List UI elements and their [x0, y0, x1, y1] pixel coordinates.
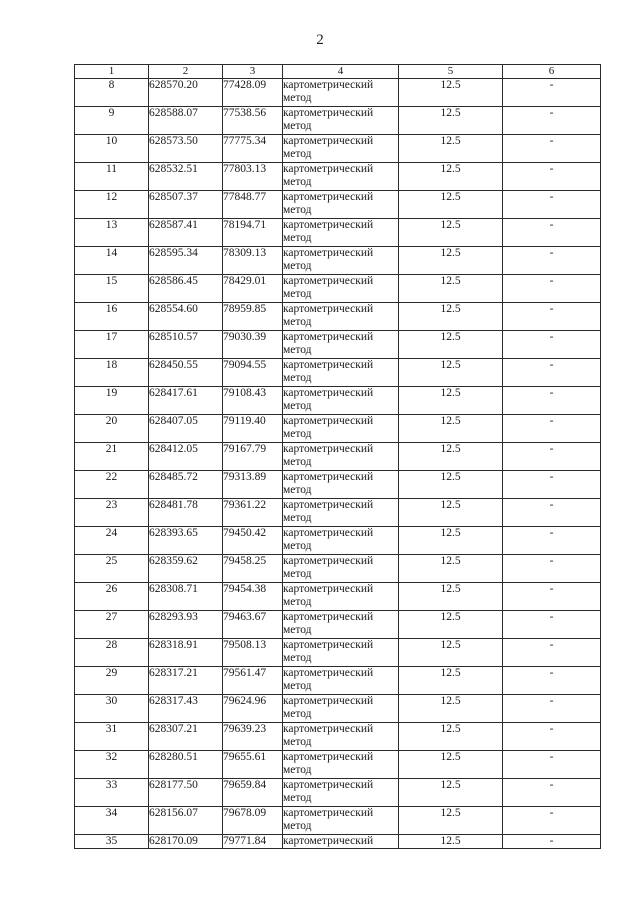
note-cell: -: [503, 163, 601, 191]
x-coordinate-cell: 628317.21: [149, 667, 223, 695]
y-coordinate-cell: 79119.40: [223, 415, 283, 443]
note-cell: -: [503, 275, 601, 303]
method-cell: картометрический метод: [283, 723, 399, 751]
method-cell: картометрический метод: [283, 387, 399, 415]
point-number-cell: 31: [75, 723, 149, 751]
header-cell: 2: [149, 65, 223, 79]
method-cell: картометрический метод: [283, 219, 399, 247]
x-coordinate-cell: 628573.50: [149, 135, 223, 163]
x-coordinate-cell: 628532.51: [149, 163, 223, 191]
method-cell: картометрический метод: [283, 527, 399, 555]
x-coordinate-cell: 628407.05: [149, 415, 223, 443]
method-cell: картометрический метод: [283, 499, 399, 527]
y-coordinate-cell: 79458.25: [223, 555, 283, 583]
table-row: [75, 639, 601, 667]
note-cell: -: [503, 779, 601, 807]
note-cell: -: [503, 331, 601, 359]
y-coordinate-cell: 79454.38: [223, 583, 283, 611]
note-cell: -: [503, 499, 601, 527]
point-number-cell: 32: [75, 751, 149, 779]
note-cell: -: [503, 611, 601, 639]
method-cell: картометрический метод: [283, 555, 399, 583]
point-number-cell: 27: [75, 611, 149, 639]
table-body: [75, 79, 601, 849]
point-number-cell: 14: [75, 247, 149, 275]
x-coordinate-cell: 628485.72: [149, 471, 223, 499]
x-coordinate-cell: 628417.61: [149, 387, 223, 415]
x-coordinate-cell: 628307.21: [149, 723, 223, 751]
x-coordinate-cell: 628586.45: [149, 275, 223, 303]
method-cell: картометрический метод: [283, 359, 399, 387]
method-cell: картометрический метод: [283, 807, 399, 835]
note-cell: -: [503, 723, 601, 751]
method-cell: картометрический метод: [283, 639, 399, 667]
table-row: [75, 527, 601, 555]
y-coordinate-cell: 78194.71: [223, 219, 283, 247]
y-coordinate-cell: 79463.67: [223, 611, 283, 639]
point-number-cell: 8: [75, 79, 149, 107]
note-cell: -: [503, 443, 601, 471]
table-row: [75, 415, 601, 443]
accuracy-cell: 12.5: [399, 779, 503, 807]
method-cell: картометрический метод: [283, 275, 399, 303]
y-coordinate-cell: 77428.09: [223, 79, 283, 107]
x-coordinate-cell: 628510.57: [149, 331, 223, 359]
method-cell: картометрический метод: [283, 751, 399, 779]
point-number-cell: 24: [75, 527, 149, 555]
y-coordinate-cell: 79450.42: [223, 527, 283, 555]
y-coordinate-cell: 79561.47: [223, 667, 283, 695]
table-row: [75, 219, 601, 247]
note-cell: -: [503, 79, 601, 107]
point-number-cell: 34: [75, 807, 149, 835]
note-cell: -: [503, 667, 601, 695]
header-cell: 3: [223, 65, 283, 79]
table-row: [75, 135, 601, 163]
x-coordinate-cell: 628554.60: [149, 303, 223, 331]
method-cell: картометрический метод: [283, 695, 399, 723]
note-cell: -: [503, 387, 601, 415]
method-cell: картометрический: [283, 835, 399, 849]
point-number-cell: 26: [75, 583, 149, 611]
accuracy-cell: 12.5: [399, 275, 503, 303]
point-number-cell: 9: [75, 107, 149, 135]
point-number-cell: 28: [75, 639, 149, 667]
point-number-cell: 15: [75, 275, 149, 303]
note-cell: -: [503, 191, 601, 219]
accuracy-cell: 12.5: [399, 639, 503, 667]
table-row: [75, 191, 601, 219]
note-cell: -: [503, 695, 601, 723]
y-coordinate-cell: 79771.84: [223, 835, 283, 849]
y-coordinate-cell: 79624.96: [223, 695, 283, 723]
table-row: [75, 779, 601, 807]
point-number-cell: 29: [75, 667, 149, 695]
coordinates-table: [74, 64, 601, 849]
table-row: [75, 471, 601, 499]
table-row: [75, 79, 601, 107]
method-cell: картометрический метод: [283, 443, 399, 471]
method-cell: картометрический метод: [283, 583, 399, 611]
x-coordinate-cell: 628156.07: [149, 807, 223, 835]
header-cell: 1: [75, 65, 149, 79]
x-coordinate-cell: 628359.62: [149, 555, 223, 583]
x-coordinate-cell: 628293.93: [149, 611, 223, 639]
table-row: [75, 667, 601, 695]
y-coordinate-cell: 79094.55: [223, 359, 283, 387]
point-number-cell: 33: [75, 779, 149, 807]
note-cell: -: [503, 555, 601, 583]
accuracy-cell: 12.5: [399, 219, 503, 247]
method-cell: картометрический метод: [283, 779, 399, 807]
y-coordinate-cell: 78959.85: [223, 303, 283, 331]
table-row: [75, 107, 601, 135]
x-coordinate-cell: 628450.55: [149, 359, 223, 387]
y-coordinate-cell: 77848.77: [223, 191, 283, 219]
header-row: [75, 65, 601, 79]
method-cell: картометрический метод: [283, 107, 399, 135]
point-number-cell: 20: [75, 415, 149, 443]
accuracy-cell: 12.5: [399, 415, 503, 443]
note-cell: -: [503, 527, 601, 555]
note-cell: -: [503, 247, 601, 275]
table-row: [75, 583, 601, 611]
point-number-cell: 22: [75, 471, 149, 499]
accuracy-cell: 12.5: [399, 583, 503, 611]
accuracy-cell: 12.5: [399, 247, 503, 275]
table-row: [75, 723, 601, 751]
accuracy-cell: 12.5: [399, 471, 503, 499]
y-coordinate-cell: 77775.34: [223, 135, 283, 163]
note-cell: -: [503, 107, 601, 135]
y-coordinate-cell: 79167.79: [223, 443, 283, 471]
x-coordinate-cell: 628318.91: [149, 639, 223, 667]
accuracy-cell: 12.5: [399, 835, 503, 849]
header-cell: 4: [283, 65, 399, 79]
point-number-cell: 21: [75, 443, 149, 471]
table-row: [75, 247, 601, 275]
y-coordinate-cell: 79639.23: [223, 723, 283, 751]
point-number-cell: 13: [75, 219, 149, 247]
y-coordinate-cell: 77803.13: [223, 163, 283, 191]
note-cell: -: [503, 583, 601, 611]
accuracy-cell: 12.5: [399, 807, 503, 835]
y-coordinate-cell: 78429.01: [223, 275, 283, 303]
point-number-cell: 23: [75, 499, 149, 527]
y-coordinate-cell: 79108.43: [223, 387, 283, 415]
accuracy-cell: 12.5: [399, 527, 503, 555]
table-row: [75, 331, 601, 359]
note-cell: -: [503, 359, 601, 387]
table-row: [75, 499, 601, 527]
method-cell: картометрический метод: [283, 331, 399, 359]
point-number-cell: 19: [75, 387, 149, 415]
y-coordinate-cell: 79659.84: [223, 779, 283, 807]
accuracy-cell: 12.5: [399, 135, 503, 163]
point-number-cell: 17: [75, 331, 149, 359]
note-cell: -: [503, 303, 601, 331]
accuracy-cell: 12.5: [399, 695, 503, 723]
accuracy-cell: 12.5: [399, 443, 503, 471]
point-number-cell: 25: [75, 555, 149, 583]
note-cell: -: [503, 751, 601, 779]
method-cell: картометрический метод: [283, 191, 399, 219]
accuracy-cell: 12.5: [399, 359, 503, 387]
y-coordinate-cell: 79313.89: [223, 471, 283, 499]
y-coordinate-cell: 79508.13: [223, 639, 283, 667]
method-cell: картометрический метод: [283, 247, 399, 275]
note-cell: -: [503, 471, 601, 499]
accuracy-cell: 12.5: [399, 107, 503, 135]
note-cell: -: [503, 415, 601, 443]
accuracy-cell: 12.5: [399, 303, 503, 331]
point-number-cell: 11: [75, 163, 149, 191]
x-coordinate-cell: 628177.50: [149, 779, 223, 807]
header-cell: 6: [503, 65, 601, 79]
x-coordinate-cell: 628308.71: [149, 583, 223, 611]
x-coordinate-cell: 628280.51: [149, 751, 223, 779]
x-coordinate-cell: 628507.37: [149, 191, 223, 219]
y-coordinate-cell: 77538.56: [223, 107, 283, 135]
table-header: [75, 65, 601, 79]
table-row: [75, 555, 601, 583]
y-coordinate-cell: 79678.09: [223, 807, 283, 835]
table-row: [75, 835, 601, 849]
note-cell: -: [503, 835, 601, 849]
table-row: [75, 443, 601, 471]
accuracy-cell: 12.5: [399, 79, 503, 107]
y-coordinate-cell: 79030.39: [223, 331, 283, 359]
method-cell: картометрический метод: [283, 667, 399, 695]
note-cell: -: [503, 135, 601, 163]
y-coordinate-cell: 79655.61: [223, 751, 283, 779]
table-row: [75, 387, 601, 415]
point-number-cell: 16: [75, 303, 149, 331]
x-coordinate-cell: 628317.43: [149, 695, 223, 723]
accuracy-cell: 12.5: [399, 611, 503, 639]
page-number: 2: [316, 32, 324, 48]
table-row: [75, 611, 601, 639]
method-cell: картометрический метод: [283, 79, 399, 107]
accuracy-cell: 12.5: [399, 191, 503, 219]
accuracy-cell: 12.5: [399, 387, 503, 415]
method-cell: картометрический метод: [283, 303, 399, 331]
method-cell: картометрический метод: [283, 471, 399, 499]
accuracy-cell: 12.5: [399, 163, 503, 191]
header-cell: 5: [399, 65, 503, 79]
note-cell: -: [503, 639, 601, 667]
method-cell: картометрический метод: [283, 415, 399, 443]
method-cell: картометрический метод: [283, 135, 399, 163]
note-cell: -: [503, 807, 601, 835]
x-coordinate-cell: 628170.09: [149, 835, 223, 849]
accuracy-cell: 12.5: [399, 723, 503, 751]
accuracy-cell: 12.5: [399, 499, 503, 527]
y-coordinate-cell: 78309.13: [223, 247, 283, 275]
y-coordinate-cell: 79361.22: [223, 499, 283, 527]
x-coordinate-cell: 628393.65: [149, 527, 223, 555]
point-number-cell: 12: [75, 191, 149, 219]
table-row: [75, 695, 601, 723]
accuracy-cell: 12.5: [399, 331, 503, 359]
x-coordinate-cell: 628595.34: [149, 247, 223, 275]
x-coordinate-cell: 628570.20: [149, 79, 223, 107]
accuracy-cell: 12.5: [399, 751, 503, 779]
table-row: [75, 275, 601, 303]
point-number-cell: 35: [75, 835, 149, 849]
x-coordinate-cell: 628588.07: [149, 107, 223, 135]
table-row: [75, 303, 601, 331]
x-coordinate-cell: 628481.78: [149, 499, 223, 527]
note-cell: -: [503, 219, 601, 247]
method-cell: картометрический метод: [283, 163, 399, 191]
table-row: [75, 751, 601, 779]
table-row: [75, 163, 601, 191]
table-row: [75, 807, 601, 835]
method-cell: картометрический метод: [283, 611, 399, 639]
accuracy-cell: 12.5: [399, 555, 503, 583]
x-coordinate-cell: 628587.41: [149, 219, 223, 247]
point-number-cell: 18: [75, 359, 149, 387]
x-coordinate-cell: 628412.05: [149, 443, 223, 471]
table-row: [75, 359, 601, 387]
point-number-cell: 30: [75, 695, 149, 723]
point-number-cell: 10: [75, 135, 149, 163]
accuracy-cell: 12.5: [399, 667, 503, 695]
